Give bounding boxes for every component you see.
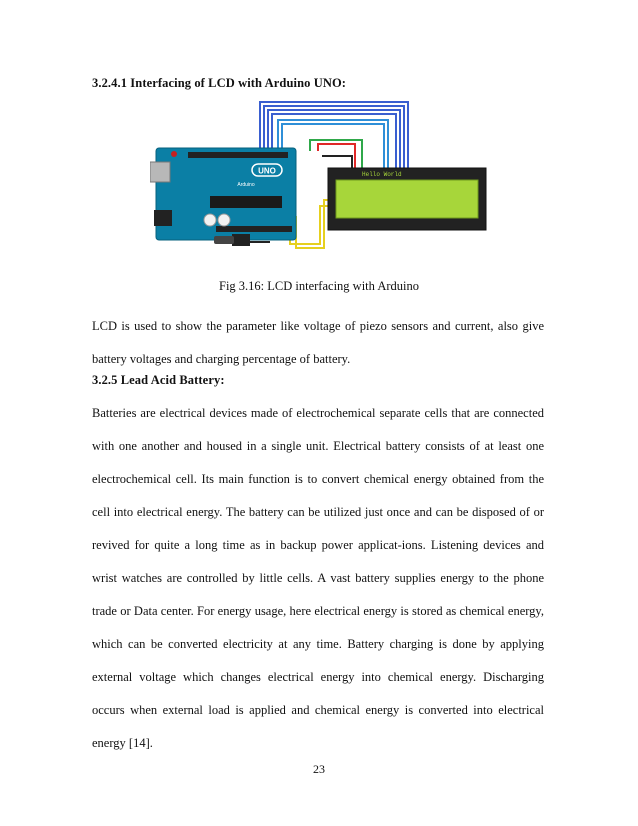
microcontroller-chip — [210, 196, 282, 208]
lcd-description-paragraph: LCD is used to show the parameter like voltage of piezo sensors and current, also give battery voltages and charging percentage of battery. — [92, 319, 544, 366]
figure-caption: Fig 3.16: LCD interfacing with Arduino — [219, 279, 419, 293]
section-heading-lcd-interfacing: 3.2.4.1 Interfacing of LCD with Arduino UNO: — [92, 76, 347, 90]
battery-description-paragraph: Batteries are electrical devices made of electrochemical separate cells that are connected with one another and housed in a single unit. Electrical battery consists of at least one electrochemical cell. Its main function is to convert chemical energy obtained from the cell into electrical energy. The battery can be utilized just once and can be disposed of or revived for quite a long time as in backup power applicat-ions. Listening devices and wrist watches are controlled by little cells. A vast battery supplies energy to the phone trade or Data center. For energy usage, here electrical energy is stored as chemical energy, which can be converted electricity at any time. Battery charging is done by applying external voltage which changes electrical energy into chemical energy. Discharging occurs when external load is applied and chemical energy is converted into electrical energy [14]. — [92, 406, 544, 750]
lcd-text: Hello World — [362, 171, 402, 178]
lcd-module — [328, 168, 486, 230]
section-heading-lead-acid-battery: 3.2.5 Lead Acid Battery: — [92, 373, 225, 387]
usb-port — [150, 162, 170, 182]
reset-button — [171, 151, 177, 157]
arduino-board — [150, 148, 296, 240]
power-jack — [154, 210, 172, 226]
lcd-arduino-wiring-figure — [150, 96, 495, 266]
digital-header — [188, 152, 288, 158]
page-number: 23 — [313, 762, 325, 776]
board-label: UNO — [258, 166, 276, 176]
brand-label: Arduino — [237, 182, 255, 188]
analog-header — [216, 226, 292, 232]
